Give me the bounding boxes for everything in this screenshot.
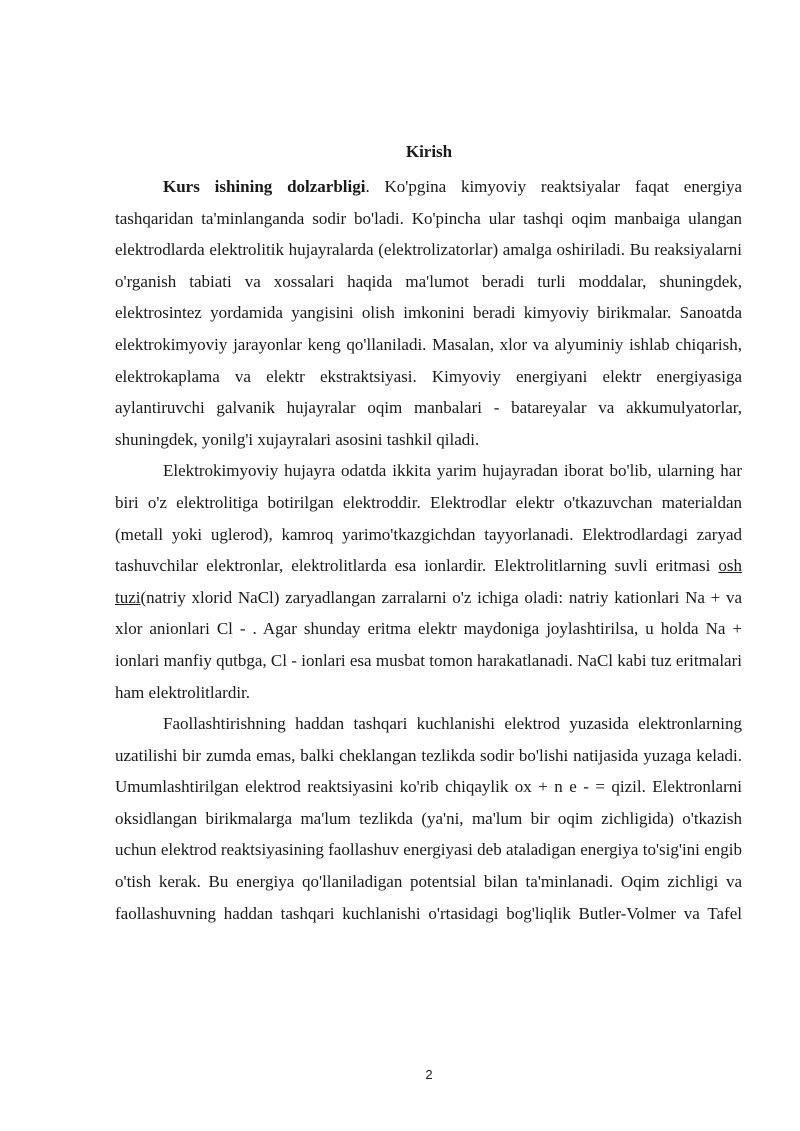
paragraph-1 bbox=[115, 171, 742, 455]
paragraph-lead: Kurs ishining dolzarbligi bbox=[163, 177, 366, 196]
page-title: Kirish bbox=[405, 142, 453, 161]
paragraph-text: (natriy xlorid NaCl) zaryadlangan zarralarni o'z ichiga oladi: natriy kationlari Na + va xlor anionlari Cl - . Agar shunday eritma elektr maydoniga joylashtirilsa, u holda Na + ionlari manfiy qutbga, Cl - ionlari esa musbat tomon harakatlanadi. NaCl kabi tuz eritmalari ham elektrolitlardir. bbox=[115, 587, 742, 702]
paragraph-text: Elektrokimyoviy hujayra odatda ikkita yarim hujayradan iborat bo'lib, ularning har biri o'z elektrolitiga botirilgan elektroddir. Elektrodlar elektr o'tkazuvchan materialdan (metall yoki uglerod), kamroq yarimo'tkazgichdan tayyorlanadi. Elektrodlardagi zaryad tashuvchilar elektronlar, elektrolitlarda esa ionlardir. Elektrolitlarning suvli eritmasi bbox=[115, 461, 742, 576]
page-number: 2 bbox=[425, 1067, 433, 1082]
paragraph-3 bbox=[115, 708, 742, 929]
paragraph-text: . Ko'pgina kimyoviy reaktsiyalar faqat energiya tashqaridan ta'minlanganda sodir bo'ladi. Ko'pincha ular tashqi oqim manbaiga ulangan elektrodlarda elektrolitik hujayralarda (elektrolizatorlar) amalga oshiriladi. Bu reaksiyalarni o'rganish tabiati va xossalari haqida ma'lumot beradi turli moddalar, shuningdek, elektrosintez yordamida yangisini olish imkonini beradi kimyoviy birikmalar. Sanoatda elektrokimyoviy jarayonlar keng qo'llaniladi. Masalan, xlor va alyuminiy ishlab chiqarish, elektrokaplama va elektr ekstraktsiyasi. Kimyoviy energiyani elektr energiyasiga aylantiruvchi galvanik hujayralar oqim manbalari - batareyalar va akkumulyatorlar, shuningdek, yonilg'i xujayralari asosini tashkil qiladi. bbox=[115, 177, 742, 449]
underlined-link[interactable]: osh tuzi bbox=[115, 556, 742, 607]
paragraph-2 bbox=[115, 455, 742, 708]
paragraph-text: Faollashtirishning haddan tashqari kuchlanishi elektrod yuzasida elektronlarning uzatilishi bir zumda emas, balki cheklangan tezlikda sodir bo'lishi natijasida yuzaga keladi. Umumlashtirilgan elektrod reaktsiyasini ko'rib chiqaylik ox + n e - = qizil. Elektronlarni oksidlangan birikmalarga ma'lum tezlikda (ya'ni, ma'lum bir oqim zichligida) o'tkazish uchun elektrod reaktsiyasining faollashuv energiyasi deb ataladigan energiya to'sig'ini engib o'tish kerak. Bu energiya qo'llaniladigan potentsial bilan ta'minlanadi. Oqim zichligi va faollashuvning haddan tashqari kuchlanishi o'rtasidagi bog'liqlik Butler-Volmer va Tafel bbox=[115, 714, 742, 923]
document-body bbox=[115, 171, 742, 929]
